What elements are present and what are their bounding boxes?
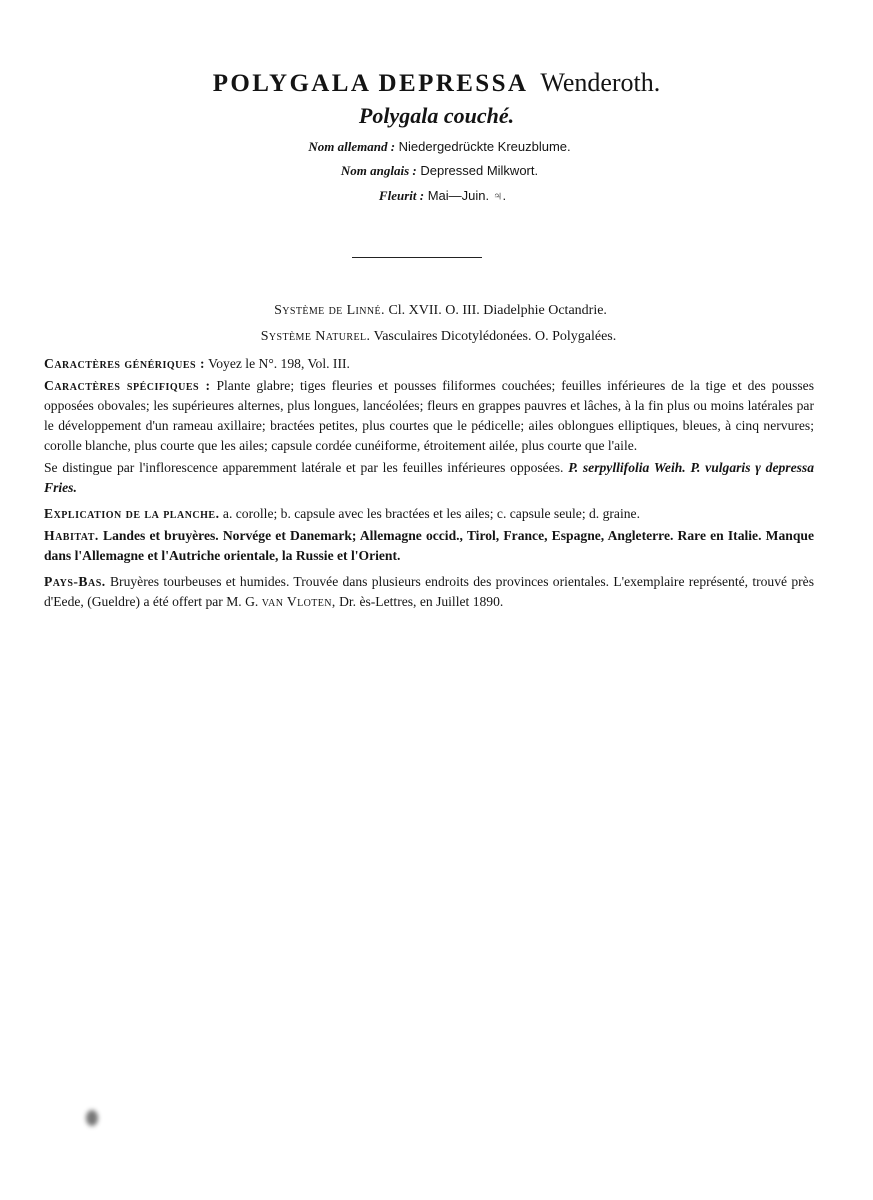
- german-name-line: [0, 139, 873, 155]
- english-name: Depressed Milkwort.: [420, 163, 539, 178]
- generic-characters-text: Voyez le N°. 198, Vol. III.: [208, 356, 350, 371]
- species-author: Wenderoth.: [540, 68, 661, 97]
- german-name-label: Nom allemand :: [308, 139, 396, 154]
- netherlands-text-1: Bruyères tourbeuses et humides. Trouvée dans plusieurs endroits des provinces orientales. L'exemplaire représenté, trouvé près d'Eede, (Gueldre) a été offert par M. G.: [44, 574, 815, 609]
- habitat: [44, 526, 814, 566]
- separator-rule: [352, 257, 482, 258]
- natural-system-label: Système Naturel.: [260, 329, 371, 344]
- linnaean-system-line: [0, 303, 873, 319]
- ink-speck: [86, 1110, 98, 1126]
- natural-system-line: [0, 329, 873, 345]
- distinguishing-note: [44, 458, 814, 498]
- netherlands-note: [44, 572, 814, 612]
- german-name: Niedergedrückte Kreuzblume.: [398, 139, 571, 154]
- habitat-label: Habitat.: [44, 528, 99, 543]
- species-name: POLYGALA DEPRESSA: [212, 70, 529, 97]
- french-name: Polygala couché.: [358, 103, 515, 128]
- species-title: [0, 68, 873, 98]
- linnaean-system-label: Système de Linné.: [274, 303, 385, 318]
- specific-characters-label: Caractères spécifiques :: [44, 378, 211, 393]
- flowering-period: Mai—Juin. ♃.: [427, 188, 507, 203]
- plate-explanation-label: Explication de la planche.: [44, 506, 220, 521]
- specific-characters: [44, 376, 814, 456]
- netherlands-label: Pays-Bas.: [44, 574, 106, 589]
- specific-characters-text: Plante glabre; tiges fleuries et pousses filiformes couchées; feuilles inférieures de la tige et des pousses opposées obovales; les supérieures alternes, plus longues, lancéolées; fleurs en grappes pauvres et lâches, à la fin plus ou moins latérales par le développement d'un rameau axillaire; bractées petites, plus courtes que le pédicelle; ailes oblongues elliptiques, bleues, à cinq nervures; corolle blanche, plus courte que les ailes; capsule cordée cunéiforme, étroitement ailée, plus courte que l'aile.: [44, 378, 814, 453]
- plate-explanation-text: a. corolle; b. capsule avec les bractées et les ailes; c. capsule seule; d. graine.: [222, 506, 640, 521]
- synonyms: P. serpyllifolia Weih. P. vulgaris γ depressa Fries.: [44, 460, 814, 495]
- english-name-line: [0, 163, 873, 179]
- natural-system: Vasculaires Dicotylédonées. O. Polygalées.: [373, 329, 617, 344]
- distinguishing-text: Se distingue par l'inflorescence apparemment latérale et par les feuilles inférieures opposées.: [44, 460, 564, 475]
- donor-name: van Vloten,: [261, 594, 336, 609]
- english-name-label: Nom anglais :: [340, 163, 417, 178]
- generic-characters-label: Caractères génériques :: [44, 356, 206, 371]
- habitat-text: Landes et bruyères. Norvége et Danemark; Allemagne occid., Tirol, France, Espagne, Angleterre. Rare en Italie. Manque dans l'Allemagne et l'Autriche orientale, la Russie et l'Orient.: [44, 528, 814, 563]
- flowering-line: [0, 188, 873, 204]
- linnaean-system: Cl. XVII. O. III. Diadelphie Octandrie.: [388, 303, 607, 318]
- description-body: [44, 354, 814, 614]
- flowering-label: Fleurit :: [378, 188, 425, 203]
- generic-characters: [44, 354, 814, 374]
- plate-explanation: [44, 504, 814, 524]
- netherlands-text-2: Dr. ès-Lettres, en Juillet 1890.: [339, 594, 504, 609]
